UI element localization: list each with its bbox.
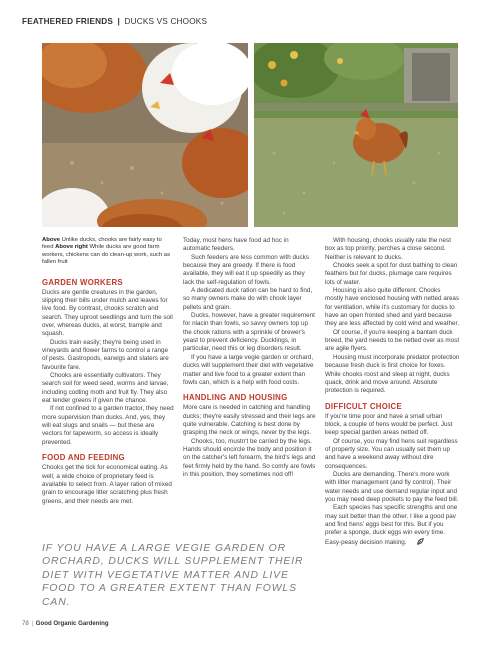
paragraph: Chooks, too, mustn't be carried by the legs. Hands should encircle the body and position it on the catcher's left forearm, the bird's legs and feet firmly held by the hand. So comfy are fowls in this position, they sometimes nod off! [183, 437, 316, 478]
magazine-name: Good Organic Gardening [35, 620, 109, 627]
page-number: 78 [22, 620, 29, 627]
paragraph: Chooks seek a spot for dust bathing to clean feathers but for ducks, plumage care requires lots of water. [325, 262, 458, 286]
paragraph: Ducks, however, have a greater requirement for niacin than fowls, so savvy owners top up the chook rations with a sprinkle of brewer's yeast to prevent deficiency. Ducklings, in particular, need this or leg disorders result. [183, 312, 315, 353]
paragraph: If you have a large vegie garden or orchard, ducks will supplement their diet with vegetative matter and live food to a greater extent than fowls can, which is a help with food costs. [183, 353, 314, 386]
paragraph: Of course, you may find hens suit regardless of property size. You can usually set them up and have a weekend away without dire consequences. [325, 437, 458, 470]
paragraph: Chooks get the tick for economical eating. As well, a wide choice of proprietary feed is available to select from. A layer ration of mixed grain to encourage litter scratching plus fresh greens, and their needs are met. [42, 464, 172, 505]
paragraph: With housing, chooks usually rate the nest box as top priority, perches a close second. Neither is relevant to ducks. [325, 237, 451, 261]
paragraph: Today, most hens have food ad hoc in automatic feeders. [183, 237, 289, 253]
photo-hen-orchard [254, 43, 458, 227]
paragraph: A dedicated duck ration can be hard to find, so many owners make do with chook layer pellets and grain. [183, 287, 313, 311]
header-separator: | [117, 17, 121, 26]
column-2 [183, 237, 317, 479]
paragraph: Chooks are essentially cultivators. They search soil for weed seed, worms and larvae, including codling moth and fruit fly. They also eat tender greens if given the chance. [42, 372, 169, 405]
paragraph: More care is needed in catching and handling ducks; they're easily stressed and their legs are quite vulnerable. Catching is best done by grasping the neck or wings, never by the legs. [183, 404, 316, 437]
column-3 [325, 237, 460, 547]
caption-label-above-right: Above right [55, 244, 88, 251]
paragraph: Of course, if you're keeping a bantam duck breed, the yard needs to be netted over as most are agile flyers. [325, 328, 460, 353]
page-footer [22, 620, 109, 627]
paragraph: Housing must incorporate predator protection because fresh duck is first choice for foxes. While chooks roost and sleep at night, ducks quack, drink and move around. Absolute protection is required. [325, 353, 460, 395]
photo-chooks-feeding [42, 43, 248, 227]
paragraph: If you're time poor and have a small urban block, a couple of hens would be perfect. Just keep special garden areas netted off. [325, 412, 453, 437]
section-title: FEATHERED FRIENDS [22, 17, 114, 26]
heading-handling-and-housing: HANDLING AND HOUSING [183, 393, 288, 403]
paragraph-last [325, 504, 460, 547]
paragraph: If not confined to a garden tractor, they need more supervision than ducks. And, yes, they will eat slugs and snails — but these are vectors for tapeworm, so access is ideally prevented. [42, 405, 174, 446]
leaf-end-mark-icon [409, 538, 416, 545]
photo-caption [42, 237, 174, 267]
paragraph: Ducks are gentle creatures in the garden, slipping their bills under mulch and leaves for live food. By contrast, chooks scratch and search. They uproot seedlings and turn the soil over, whereas ducks, at worst, trample and squash. [42, 288, 173, 338]
paragraph: Such feeders are less common with ducks because they are greedy. If there is food available, they will eat it up speedily as they lack the self-regulation of fowls. [183, 253, 309, 286]
caption-label-above: Above [42, 237, 61, 243]
paragraph-text: Each species has specific strengths and one may suit better than the other. I like a good pav and find hens' eggs best for this. But if you prefer a sponge, duck eggs win every time. Easy-peasy decision making. [325, 504, 458, 546]
heading-food-and-feeding: FOOD AND FEEDING [42, 453, 125, 463]
running-header [22, 17, 207, 26]
column-1 [42, 237, 174, 506]
paragraph: Housing is also quite different. Chooks mostly have enclosed housing with netted areas for ventilation, while it's customary for ducks to have an open fronted shed and yard because they are less affected by cold wind and weather. [325, 287, 460, 328]
paragraph: Ducks are demanding. There's more work with litter management (and fly control). Their water needs and use demand regular input and you may need deep pockets to pay the feed bill. [325, 470, 459, 503]
pull-quote: IF YOU HAVE A LARGE VEGIE GARDEN OR ORCHARD, DUCKS WILL SUPPLEMENT THEIR DIET WITH VEGETATIVE MATTER AND LIVE FOOD TO A GREATER EXTENT THAN FOWLS CAN. [42, 543, 304, 608]
paragraph: Ducks train easily; they're being used in vineyards and flower farms to control a range of pests. Gastropods, earwigs and slaters are favourite fare. [42, 338, 169, 371]
footer-separator: | [31, 620, 34, 627]
caption-text-above-right: While ducks are good farm workers, chickens can do clean-up work, such as fallen fruit [42, 244, 171, 266]
caption-text-above: Unlike ducks, chooks are fairly easy to feed [42, 237, 162, 251]
heading-difficult-choice: DIFFICULT CHOICE [325, 401, 402, 411]
heading-garden-workers: GARDEN WORKERS [42, 277, 123, 287]
subsection-title: DUCKS VS CHOOKS [124, 17, 208, 26]
